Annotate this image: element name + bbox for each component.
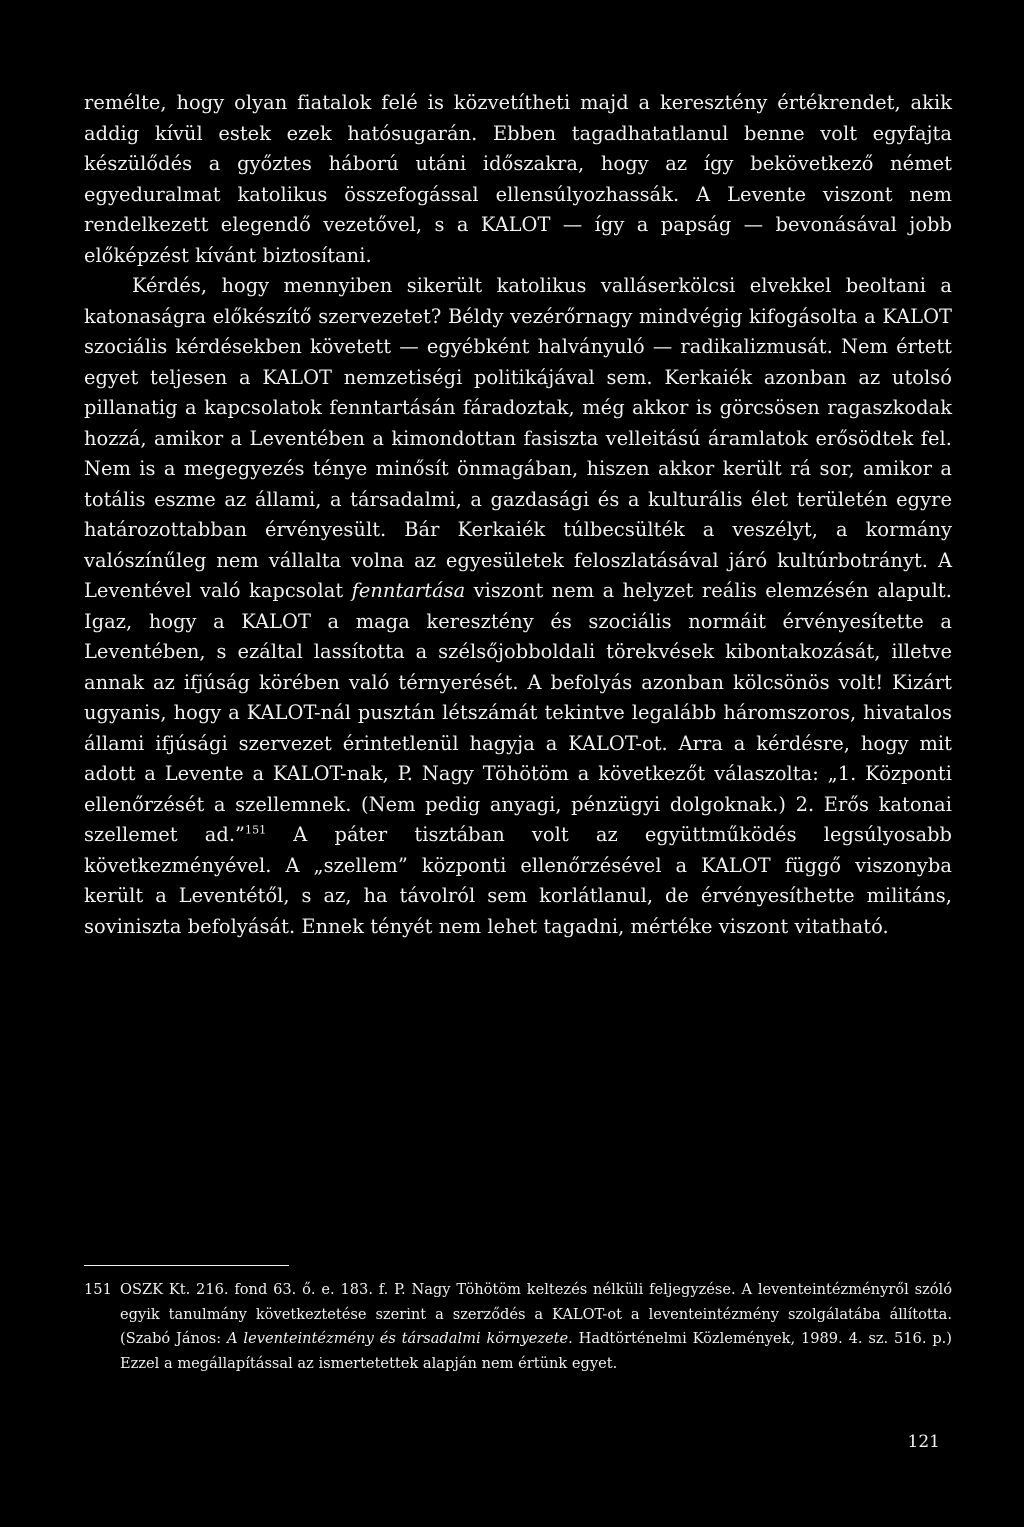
paragraph-2-italic-word: fenntartása (351, 579, 466, 602)
page-number: 121 (907, 1432, 940, 1452)
paragraph-1-text: remélte, hogy olyan fiatalok felé is közvetítheti majd a keresztény értékrendet, akik addig kívül estek ezek hatósugarán. Ebben tagadhatatlanul benne volt egyfajta készülődés a győztes háború utáni időszakra, hogy az így bekövetkező német egyeduralmat katolikus összefogással ellensúlyozhassák. A Levente viszont nem rendelkezett elegendő vezetővel, s a KALOT — így a papság — bevonásával jobb előképzést kívánt biztosítani. (84, 91, 952, 267)
footnote (84, 1278, 952, 1376)
paragraph-2-text-c: A páter tisztában volt az együttműködés legsúlyosabb következményével. A „szellem” központi ellenőrzésével a KALOT függő viszonyba került a Leventétől, s az, ha távolról sem korlátlanul, de érvényesíthette militáns, soviniszta befolyását. Ennek tényét nem lehet tagadni, mértéke viszont vitatható. (84, 823, 953, 938)
main-text (84, 88, 952, 942)
footnote-divider (84, 1265, 289, 1266)
footnote-reference[interactable]: 151 (245, 823, 267, 837)
body-text (84, 88, 952, 942)
footnote-italic-title: A leventeintézmény és társadalmi környezete. (227, 1330, 573, 1347)
footnote-body (120, 1278, 952, 1376)
footnote-number: 151 (84, 1281, 112, 1298)
paragraph-2-text-b: viszont nem a helyzet reális elemzésén alapult. Igaz, hogy a KALOT a maga keresztény és szociális normáit érvényesítette a Leventében, s ezáltal lassította a szélsőjobboldali törekvések kibontakozását, illetve annak az ifjúság körében való térnyerését. A befolyás azonban kölcsönös volt! Kizárt ugyanis, hogy a KALOT-nál pusztán létszámát tekintve legalább háromszoros, hivatalos állami ifjúsági szervezet érintetlenül hagyja a KALOT-ot. Arra a kérdésre, hogy mit adott a Levente a KALOT-nak, P. Nagy Töhötöm a következőt válaszolta: „1. Központi ellenőrzését a szellemnek. (Nem pedig anyagi, pénzügyi dolgoknak.) 2. Erős katonai szellemet ad.” (84, 579, 952, 846)
footnote-text-b: Hadtörténelmi Közlemények, 1989. 4. sz. 516. p.) Ezzel a megállapítással az ismertetettek alapján nem értünk egyet. (120, 1330, 952, 1372)
paragraph-2-text-a: Kérdés, hogy mennyiben sikerült katolikus valláserkölcsi elvekkel beoltani a katonaságra előkészítő szervezetet? Béldy vezérőrnagy mindvégig kifogásolta a KALOT szociális kérdésekben követett — egyébként halványuló — radikalizmusát. Nem értett egyet teljesen a KALOT nemzetiségi politikájával sem. Kerkaiék azonban az utolsó pillanatig a kapcsolatok fenntartásán fáradoztak, még akkor is görcsösen ragaszkodak hozzá, amikor a Leventében a kimondottan fasiszta velleitású áramlatok erősödtek fel. Nem is a megegyezés ténye minősít önmagában, hiszen akkor került rá sor, amikor a totális eszme az állami, a társadalmi, a gazdasági és a kulturális élet területén egyre határozottabban érvényesült. Bár Kerkaiék túlbecsülték a veszélyt, a kormány valószínűleg nem vállalta volna az egyesületek feloszlatásával járó kultúrbotrányt. A Leventével való kapcsolat (84, 274, 952, 602)
paragraph-2 (84, 271, 952, 942)
paragraph-1 (84, 88, 952, 271)
footnote-text-a: OSZK Kt. 216. fond 63. ő. e. 183. f. P. Nagy Töhötöm keltezés nélküli feljegyzése. A leventeintézményről szóló egyik tanulmány következtetése szerint a szerződés a KALOT-ot a leventeintézmény szolgálatába állította. (Szabó János: (120, 1281, 952, 1347)
